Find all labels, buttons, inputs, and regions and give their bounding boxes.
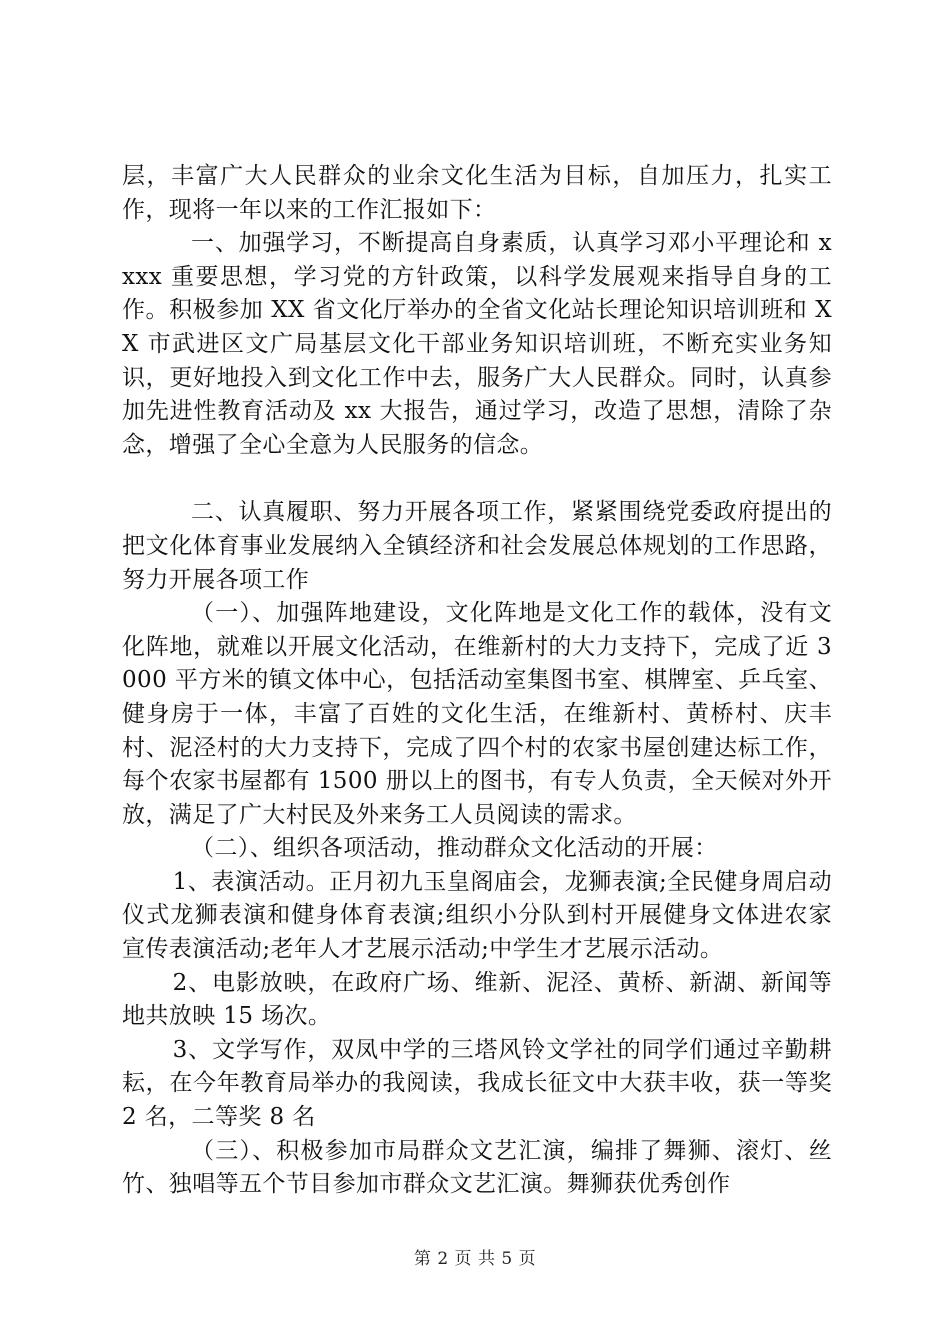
paragraph-intro-continued: 层，丰富广大人民群众的业余文化生活为目标，自加压力，扎实工作，现将一年以来的工作汇报如下： — [122, 163, 832, 223]
paragraph-section-two: 二、认真履职、努力开展各项工作，紧紧围绕党委政府提出的把文化体育事业发展纳入全镇经济和社会发展总体规划的工作思路，努力开展各项工作 — [122, 499, 832, 593]
paragraph-item-film: 2、电影放映，在政府广场、维新、泥泾、黄桥、新湖、新闻等地共放映 15 场次。 — [122, 969, 832, 1030]
paragraph-subsection-one: （一）、加强阵地建设，文化阵地是文化工作的载体，没有文化阵地，就难以开展文化活动，在维新村的大力支持下，完成了近 3000 平方米的镇文体中心，包括活动室集图书室、棋牌室、乒乓室、健身房于一体，丰富了百姓的文化生活，在维新村、黄桥村、庆丰村、泥泾村的大力支持下，完成了四个村的农家书屋创建达标工作，每个农家书屋都有 1500 册以上的图书，有专人负责，全天候对外开放，满足了广大村民及外来务工人员阅读的需求。 — [122, 600, 832, 828]
page-number-footer: 第 2 页 共 5 页 — [413, 1249, 537, 1269]
paragraph-subsection-three: （三）、积极参加市局群众文艺汇演，编排了舞狮、滚灯、丝竹、独唱等五个节目参加市群众文艺汇演。舞狮获优秀创作 — [122, 1137, 832, 1198]
paragraph-item-performance: 1、表演活动。正月初九玉皇阁庙会，龙狮表演;全民健身周启动仪式龙狮表演和健身体育表演;组织小分队到村开展健身文体进农家宣传表演活动;老年人才艺展示活动;中学生才艺展示活动。 — [122, 868, 832, 963]
paragraph-section-one: 一、加强学习，不断提高自身素质，认真学习邓小平理论和 xxxx 重要思想，学习党的方针政策，以科学发展观来指导自身的工作。积极参加 XX 省文化厅举办的全省文化站长理论知识培训班和 XX 市武进区文广局基层文化干部业务知识培训班，不断充实业务知识，更好地投入到文化工作中去，服务广大人民群众。同时，认真参加先进性教育活动及 xx 大报告，通过学习，改造了思想，清除了杂念，增强了全心全意为人民服务的信念。 — [122, 230, 832, 458]
paragraph-item-writing: 3、文学写作，双凤中学的三塔风铃文学社的同学们通过辛勤耕耘，在今年教育局举办的我阅读，我成长征文中大获丰收，获一等奖 2 名，二等奖 8 名 — [122, 1036, 832, 1131]
paragraph-spacer — [122, 462, 832, 496]
document-body — [122, 160, 832, 1202]
paragraph-subsection-two: （二）、组织各项活动，推动群众文化活动的开展： — [191, 835, 718, 862]
